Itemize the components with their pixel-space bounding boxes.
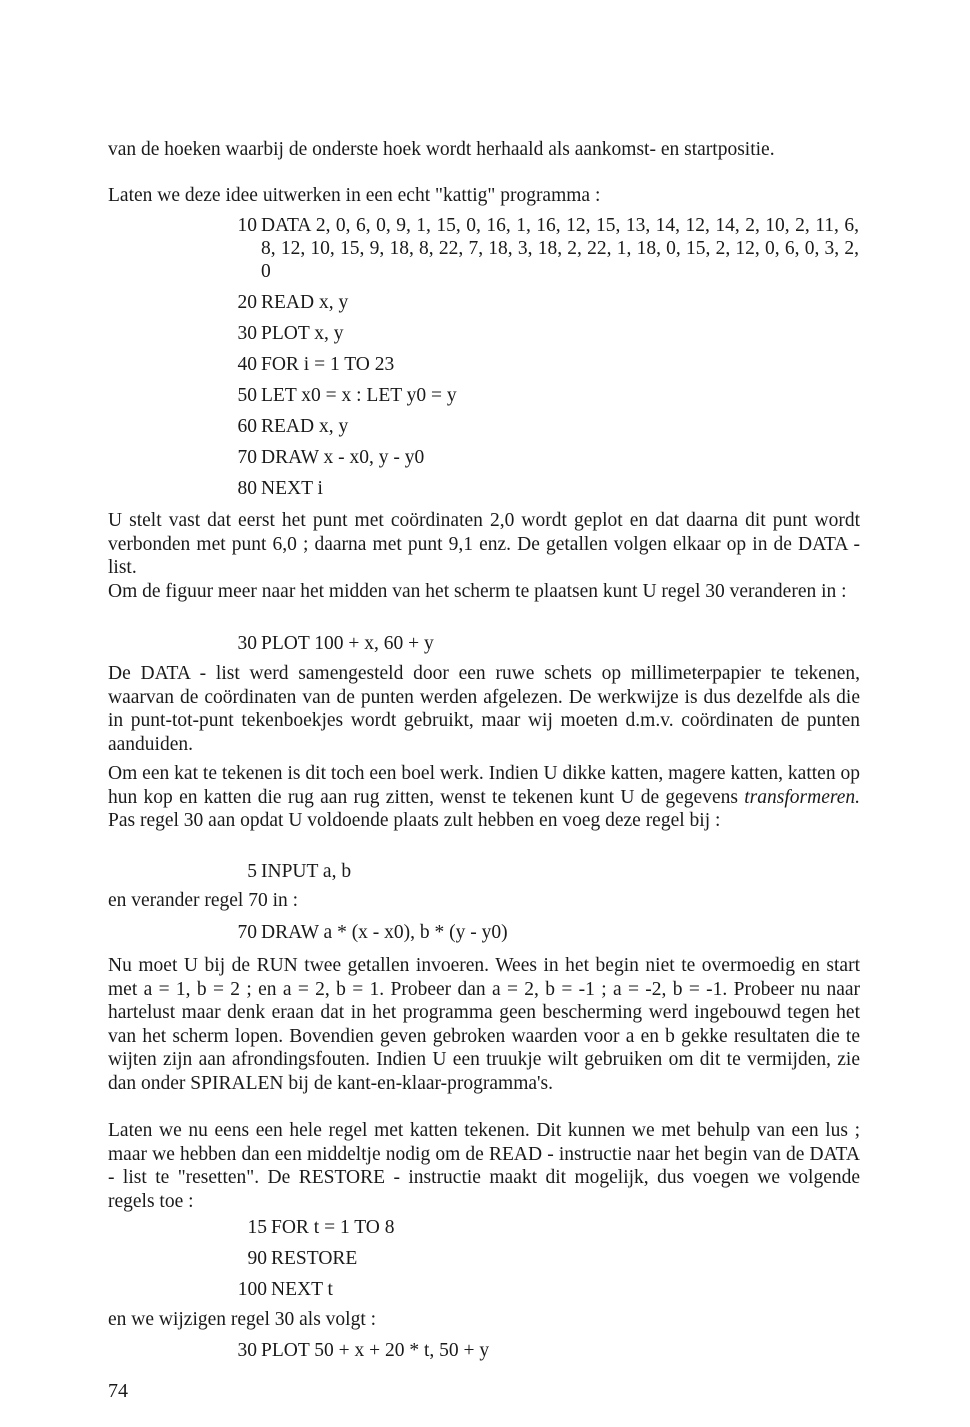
code-line (215, 1278, 875, 1309)
line-number: 90 (247, 1248, 267, 1269)
code-text: FOR t = 1 TO 8 (271, 1217, 395, 1238)
code-line (205, 477, 865, 508)
code-plot-row (205, 1339, 865, 1362)
code-draw-scaled (205, 921, 865, 944)
paragraph-transform (108, 762, 860, 833)
paragraph-intro: van de hoeken waarbij de onderste hoek wordt herhaald als aankomst- en startpositie. (108, 139, 775, 160)
code-line (215, 1216, 875, 1247)
code-text: NEXT t (271, 1279, 333, 1300)
code-line (205, 415, 865, 446)
line-number: 80 (237, 478, 257, 499)
code-text: RESTORE (271, 1248, 358, 1269)
line-number: 20 (237, 292, 257, 313)
code-line (205, 353, 865, 384)
code-line (205, 384, 865, 415)
code-program-loop (215, 1216, 875, 1309)
page-number: 74 (108, 1380, 128, 1402)
line-number: 15 (247, 1217, 267, 1238)
paragraph-text: Om een kat te tekenen is dit toch een boel werk. Indien U dikke katten, magere katten, katten op hun kop en katten die rug aan rug zitten, wenst te tekenen kunt U de gegevens (108, 763, 860, 808)
code-line (205, 291, 865, 322)
code-line (205, 322, 865, 353)
code-input (205, 860, 865, 883)
code-text: FOR i = 1 TO 23 (261, 354, 395, 375)
line-number: 70 (237, 922, 257, 943)
line-number: 30 (237, 633, 257, 654)
paragraph-modify-plot: en we wijzigen regel 30 als volgt : (108, 1309, 377, 1330)
code-program-cat (205, 214, 865, 508)
code-line (205, 446, 865, 477)
code-line (205, 214, 865, 291)
code-text: LET x0 = x : LET y0 = y (261, 385, 457, 406)
code-text: PLOT x, y (261, 323, 344, 344)
code-text: READ x, y (261, 292, 349, 313)
code-text: READ x, y (261, 416, 349, 437)
paragraph-center-figure: Om de figuur meer naar het midden van het scherm te plaatsen kunt U regel 30 veranderen in : (108, 581, 847, 602)
line-number: 40 (237, 354, 257, 375)
paragraph-run-values: Nu moet U bij de RUN twee getallen invoeren. Wees in het begin niet te overmoedig en start met a = 1, b = 2 ; en a = 2, b = 1. Probeer dan a = 2, b = -1 ; a = -2, b = -1. Probeer nu naar hartelust maar denk eraan dat in het programma geen bescherming werd ingebouwd tegen het van het scherm lopen. Bovendien geven gebroken waarden voor a en b gekke resultaten die te wijten zijn aan afrondingsfouten. Indien U een truukje wilt gebruiken om dit te vermijden, zie dan onder SPIRALEN bij de kant-en-klaar-programma's. (108, 955, 860, 1094)
code-text: DATA 2, 0, 6, 0, 9, 1, 15, 0, 16, 1, 16, 12, 15, 13, 14, 12, 14, 2, 10, 2, 11, 6, 8, 12, 10, 15, 9, 18, 8, 22, 7, 18, 3, 18, 2, 22, 1, 18, 0, 15, 2, 12, 0, 6, 0, 3, 2, 0 (261, 215, 859, 282)
emphasis-text: transformeren. (744, 786, 860, 808)
code-line (215, 1247, 875, 1278)
code-text: PLOT 50 + x + 20 * t, 50 + y (261, 1340, 490, 1361)
paragraph-row-of-cats: Laten we nu eens een hele regel met katten tekenen. Dit kunnen we met behulp van een lus ; maar we hebben dan een middeltje nodig om de READ - instructie naar het begin van de DATA - list te "resetten". De RESTORE - instructie maakt dit mogelijk, dus voegen we volgende regels toe : (108, 1120, 860, 1212)
line-number: 30 (237, 323, 257, 344)
line-number: 60 (237, 416, 257, 437)
paragraph-explanation: U stelt vast dat eerst het punt met coördinaten 2,0 wordt geplot en dat daarna dit punt wordt verbonden met punt 6,0 ; daarna met punt 9,1 enz. De getallen volgen elkaar op in de DATA - list. (108, 510, 860, 578)
code-text: DRAW x - x0, y - y0 (261, 447, 425, 468)
paragraph-text: Pas regel 30 aan opdat U voldoende plaats zult hebben en voeg deze regel bij : (108, 810, 721, 831)
paragraph-data-list: De DATA - list werd samengesteld door een ruwe schets op millimeterpapier te tekenen, waarvan de coördinaten van de punten werden afgelezen. De werkwijze is dus dezelfde als die in punt-tot-punt tekenboekjes wordt gebruikt, maar wij moeten d.m.v. coördinaten de punten aanduiden. (108, 663, 860, 755)
line-number: 30 (237, 1340, 257, 1361)
code-text: DRAW a * (x - x0), b * (y - y0) (261, 922, 508, 943)
line-number: 10 (237, 215, 257, 236)
line-number: 5 (247, 861, 257, 882)
code-plot-center (205, 632, 865, 655)
code-text: PLOT 100 + x, 60 + y (261, 633, 434, 654)
line-number: 50 (237, 385, 257, 406)
paragraph-change-line: en verander regel 70 in : (108, 890, 299, 911)
code-text: NEXT i (261, 478, 323, 499)
code-text: INPUT a, b (261, 861, 352, 882)
line-number: 100 (237, 1279, 267, 1300)
line-number: 70 (237, 447, 257, 468)
paragraph-program-intro: Laten we deze idee uitwerken in een echt "kattig" programma : (108, 185, 601, 206)
